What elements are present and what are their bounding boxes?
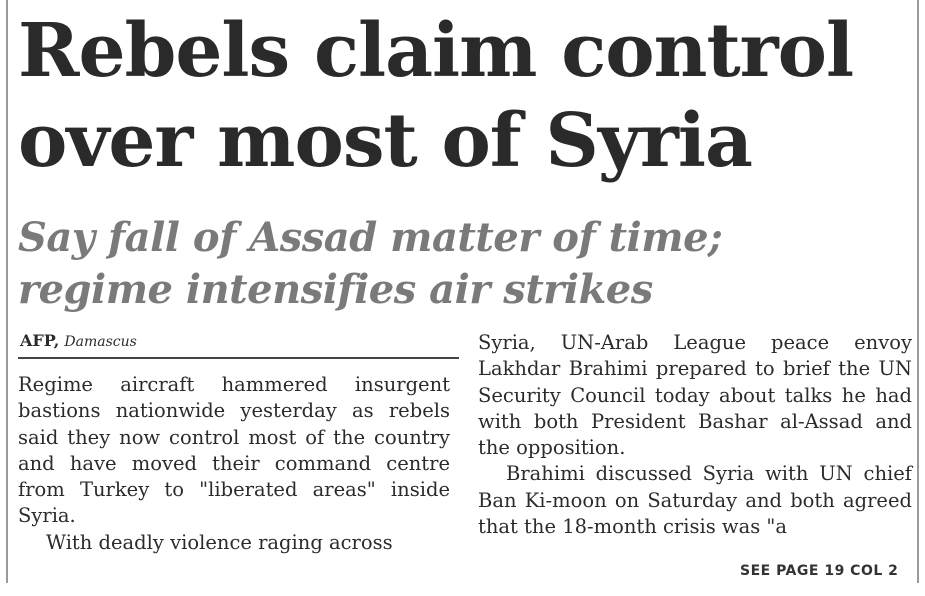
paragraph-3: Brahimi discussed Syria with UN chief Ban Ki-moon on Saturday and both agreed that the 18-month crisis was "a [478,462,912,539]
subheadline-line-1: Say fall of Assad matter of time; [18,214,723,261]
article-column-1 [18,372,450,556]
column-rule-right [917,0,919,583]
subheadline-line-2: regime intensifies air strikes [18,266,653,313]
headline-line-1: Rebels claim control [18,8,854,94]
byline-place: Damascus [64,334,137,350]
paragraph-2-continued: Syria, UN-Arab League peace envoy Lakhdar Brahimi prepared to brief the UN Security Council today about talks he had with both President Bashar al-Assad and the opposition. [478,331,912,460]
jump-line: SEE PAGE 19 COL 2 [740,563,899,579]
byline-rule [18,357,459,359]
byline-agency: AFP, [20,331,60,350]
subheadline [18,212,913,316]
paragraph-2-start: With deadly violence raging across [46,530,393,554]
byline [20,331,460,352]
column-rule-left [6,0,8,583]
headline-line-2: over most of Syria [18,98,752,184]
headline [18,6,913,186]
paragraph-1: Regime aircraft hammered insurgent bastions nationwide yesterday as rebels said they now control most of the country and have moved their command centre from Turkey to "liberated areas" inside Syria. [18,373,450,528]
article-column-2 [478,330,912,540]
